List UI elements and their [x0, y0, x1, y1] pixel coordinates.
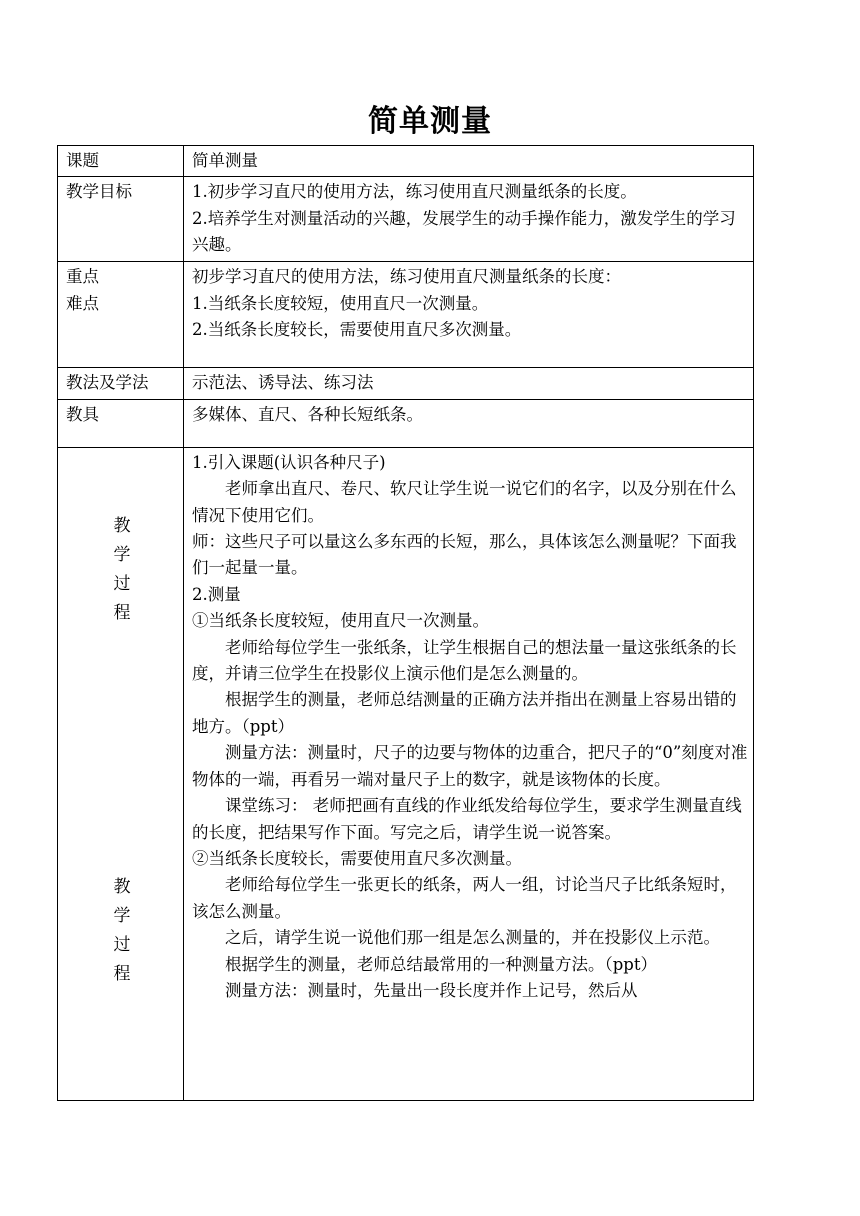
label-process	[58, 447, 184, 1100]
process-label-char: 教	[113, 515, 131, 536]
process-paragraph: ①当纸条长度较短，使用直尺一次测量。	[192, 611, 489, 631]
label-key: 重点	[66, 267, 99, 287]
process-label-char: 程	[113, 602, 131, 623]
label-methods: 教法及学法	[58, 368, 184, 399]
label-goals: 教学目标	[58, 177, 184, 262]
process-label-char: 程	[113, 963, 131, 984]
table-row-topic	[58, 146, 754, 177]
process-paragraph: 1.引入课题(认识各种尺子)	[192, 452, 386, 472]
process-label-char: 过	[113, 573, 131, 594]
table-row-tools	[58, 399, 754, 447]
process-paragraph: 2.测量	[192, 584, 241, 604]
content-key-points	[184, 262, 754, 368]
page-title: 简单测量	[368, 104, 492, 139]
lesson-plan-table	[57, 145, 754, 1101]
goal-line: 2.培养学生对测量活动的兴趣，发展学生的动手操作能力，激发学生的学习兴趣。	[192, 208, 736, 255]
process-paragraph: 师：这些尺子可以量这么多东西的长短，那么，具体该怎么测量呢？下面我们一起量一量。	[192, 532, 737, 578]
process-paragraph: 之后，请学生说一说他们那一组是怎么测量的，并在投影仪上示范。	[225, 928, 720, 948]
table-row-methods	[58, 368, 754, 399]
key-line: 1.当纸条长度较短，使用直尺一次测量。	[192, 293, 489, 313]
process-paragraph: 课堂练习： 老师把画有直线的作业纸发给每位学生，要求学生测量直线的长度，把结果写作下面。写完之后，请学生说一说答案。	[192, 796, 742, 842]
process-paragraph: 老师给每位学生一张纸条，让学生根据自己的想法量一量这张纸条的长度，并请三位学生在投影仪上演示他们是怎么测量的。	[192, 637, 737, 684]
content-methods: 示范法、诱导法、练习法	[184, 368, 754, 399]
process-paragraph: 根据学生的测量，老师总结最常用的一种测量方法。（ppt）	[225, 954, 658, 974]
process-paragraph: ②当纸条长度较长，需要使用直尺多次测量。	[192, 848, 522, 868]
goal-line: 1.初步学习直尺的使用方法，练习使用直尺测量纸条的长度。	[192, 182, 637, 202]
table-row-key-points	[58, 262, 754, 368]
content-topic: 简单测量	[184, 146, 754, 177]
key-line: 初步学习直尺的使用方法，练习使用直尺测量纸条的长度：	[192, 267, 621, 287]
process-paragraph: 老师拿出直尺、卷尺、软尺让学生说一说它们的名字，以及分别在什么情况下使用它们。	[192, 479, 737, 525]
process-label-bottom	[66, 873, 178, 989]
table-row-goals	[58, 177, 754, 262]
process-label-char: 过	[113, 934, 131, 955]
table-row-process	[58, 447, 754, 1100]
label-topic: 课题	[58, 146, 184, 177]
process-label-char: 学	[113, 544, 131, 565]
process-paragraph: 根据学生的测量，老师总结测量的正确方法并指出在测量上容易出错的地方。（ppt）	[192, 690, 737, 736]
process-label-char: 教	[113, 876, 131, 897]
label-difficult: 难点	[66, 293, 99, 313]
label-key-points	[58, 262, 184, 368]
process-label-char: 学	[113, 905, 131, 926]
process-paragraph: 测量方法：测量时，先量出一段长度并作上记号，然后从	[225, 980, 638, 1000]
process-label-top	[66, 512, 178, 628]
content-process	[184, 447, 754, 1100]
key-line: 2.当纸条长度较长，需要使用直尺多次测量。	[192, 320, 522, 340]
label-tools: 教具	[58, 399, 184, 447]
process-paragraph: 老师给每位学生一张更长的纸条，两人一组，讨论当尺子比纸条短时，该怎么测量。	[192, 875, 737, 921]
process-paragraph: 测量方法：测量时，尺子的边要与物体的边重合，把尺子的“0”刻度对准物体的一端，再看另一端对量尺子上的数字，就是该物体的长度。	[192, 743, 748, 789]
content-goals	[184, 177, 754, 262]
content-tools: 多媒体、直尺、各种长短纸条。	[184, 399, 754, 447]
